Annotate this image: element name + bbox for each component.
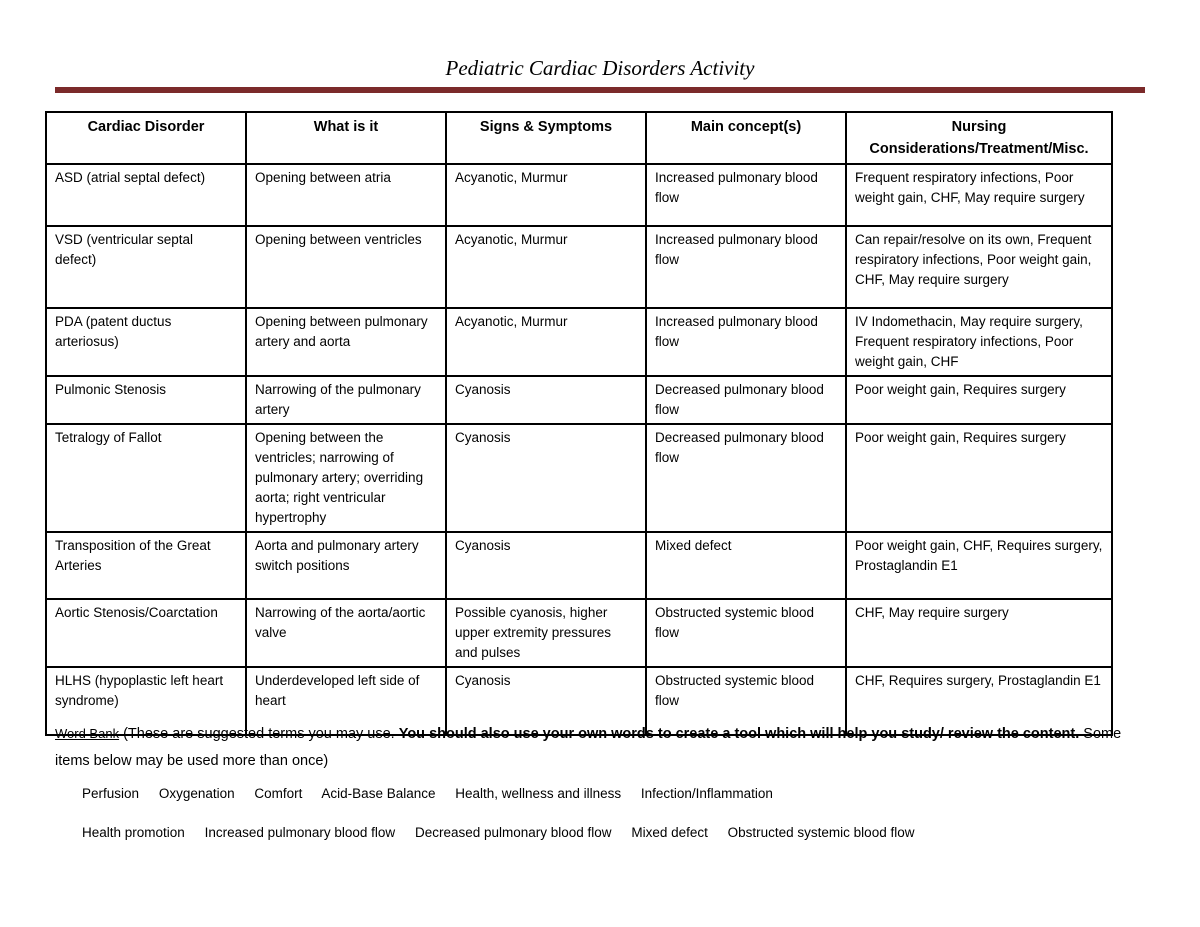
- word-bank-intro-part2: Some items below may be used more than once): [55, 726, 1122, 769]
- cell-what-is-it: Opening between atria: [246, 164, 446, 226]
- word-bank-terms-line1: [82, 786, 789, 801]
- cell-main-concept: Mixed defect: [646, 532, 846, 599]
- cell-what-is-it: Opening between the ventricles; narrowing of pulmonary artery; overriding aorta; right ventricular hypertrophy: [246, 424, 446, 532]
- word-bank-term: Oxygenation: [158, 786, 235, 801]
- cell-signs-symptoms: Cyanosis: [446, 424, 646, 532]
- word-bank-term: Comfort: [254, 786, 303, 801]
- cell-signs-symptoms: Acyanotic, Murmur: [446, 308, 646, 376]
- cell-nursing: CHF, Requires surgery, Prostaglandin E1: [846, 667, 1112, 735]
- cell-disorder: PDA (patent ductus arteriosus): [46, 308, 246, 376]
- cell-nursing: Can repair/resolve on its own, Frequent respiratory infections, Poor weight gain, CHF, May require surgery: [846, 226, 1112, 308]
- word-bank-intro-part1: (These are suggested terms you may use.: [119, 726, 399, 742]
- cell-signs-symptoms: Cyanosis: [446, 376, 646, 424]
- word-bank-term: Increased pulmonary blood flow: [204, 825, 396, 840]
- cell-nursing: IV Indomethacin, May require surgery, Frequent respiratory infections, Poor weight gain, CHF: [846, 308, 1112, 376]
- header-main-concepts: Main concept(s): [646, 112, 846, 164]
- table-row: [46, 226, 1112, 308]
- table-row: [46, 164, 1112, 226]
- cell-nursing: CHF, May require surgery: [846, 599, 1112, 667]
- table-row: [46, 599, 1112, 667]
- header-nursing-considerations: Nursing Considerations/Treatment/Misc.: [846, 112, 1112, 164]
- cell-signs-symptoms: Cyanosis: [446, 667, 646, 735]
- cell-disorder: Pulmonic Stenosis: [46, 376, 246, 424]
- cell-signs-symptoms: Acyanotic, Murmur: [446, 164, 646, 226]
- table-row: [46, 532, 1112, 599]
- cell-nursing: Poor weight gain, CHF, Requires surgery, Prostaglandin E1: [846, 532, 1112, 599]
- cell-what-is-it: Opening between pulmonary artery and aorta: [246, 308, 446, 376]
- word-bank-intro: [55, 720, 1135, 775]
- cell-signs-symptoms: Cyanosis: [446, 532, 646, 599]
- cell-main-concept: Obstructed systemic blood flow: [646, 599, 846, 667]
- header-cardiac-disorder: Cardiac Disorder: [46, 112, 246, 164]
- cell-main-concept: Increased pulmonary blood flow: [646, 226, 846, 308]
- word-bank-term: Acid-Base Balance: [321, 786, 436, 801]
- word-bank-term: Health promotion: [82, 825, 185, 840]
- word-bank-term: Mixed defect: [631, 825, 708, 840]
- word-bank-intro-bold: You should also use your own words to create a tool which will help you study/ review the content.: [398, 726, 1080, 742]
- table-row: [46, 424, 1112, 532]
- cell-what-is-it: Narrowing of the aorta/aortic valve: [246, 599, 446, 667]
- cell-disorder: Transposition of the Great Arteries: [46, 532, 246, 599]
- cell-what-is-it: Underdeveloped left side of heart: [246, 667, 446, 735]
- cell-main-concept: Decreased pulmonary blood flow: [646, 376, 846, 424]
- cell-disorder: ASD (atrial septal defect): [46, 164, 246, 226]
- table-row: [46, 308, 1112, 376]
- cell-disorder: Aortic Stenosis/Coarctation: [46, 599, 246, 667]
- title-rule: [55, 87, 1145, 93]
- cell-signs-symptoms: Possible cyanosis, higher upper extremity pressures and pulses: [446, 599, 646, 667]
- cell-main-concept: Obstructed systemic blood flow: [646, 667, 846, 735]
- cell-main-concept: Increased pulmonary blood flow: [646, 164, 846, 226]
- cell-nursing: Frequent respiratory infections, Poor weight gain, CHF, May require surgery: [846, 164, 1112, 226]
- cell-disorder: HLHS (hypoplastic left heart syndrome): [46, 667, 246, 735]
- header-what-is-it: What is it: [246, 112, 446, 164]
- word-bank-term: Decreased pulmonary blood flow: [414, 825, 612, 840]
- cell-what-is-it: Aorta and pulmonary artery switch positions: [246, 532, 446, 599]
- table-header-row: [46, 112, 1112, 164]
- cell-nursing: Poor weight gain, Requires surgery: [846, 424, 1112, 532]
- cell-signs-symptoms: Acyanotic, Murmur: [446, 226, 646, 308]
- word-bank-term: Health, wellness and illness: [455, 786, 622, 801]
- cell-disorder: VSD (ventricular septal defect): [46, 226, 246, 308]
- cell-disorder: Tetralogy of Fallot: [46, 424, 246, 532]
- cell-main-concept: Decreased pulmonary blood flow: [646, 424, 846, 532]
- word-bank-term: Obstructed systemic blood flow: [727, 825, 915, 840]
- cell-nursing: Poor weight gain, Requires surgery: [846, 376, 1112, 424]
- page-title: Pediatric Cardiac Disorders Activity: [445, 56, 755, 80]
- cell-what-is-it: Narrowing of the pulmonary artery: [246, 376, 446, 424]
- cardiac-disorders-table: [45, 111, 1113, 736]
- word-bank-term: Infection/Inflammation: [640, 786, 773, 801]
- word-bank-term: Perfusion: [82, 786, 140, 801]
- word-bank-label: Word Bank: [55, 726, 120, 741]
- cell-main-concept: Increased pulmonary blood flow: [646, 308, 846, 376]
- cell-what-is-it: Opening between ventricles: [246, 226, 446, 308]
- header-signs-symptoms: Signs & Symptoms: [446, 112, 646, 164]
- word-bank-terms-line2: [82, 825, 930, 840]
- table-row: [46, 376, 1112, 424]
